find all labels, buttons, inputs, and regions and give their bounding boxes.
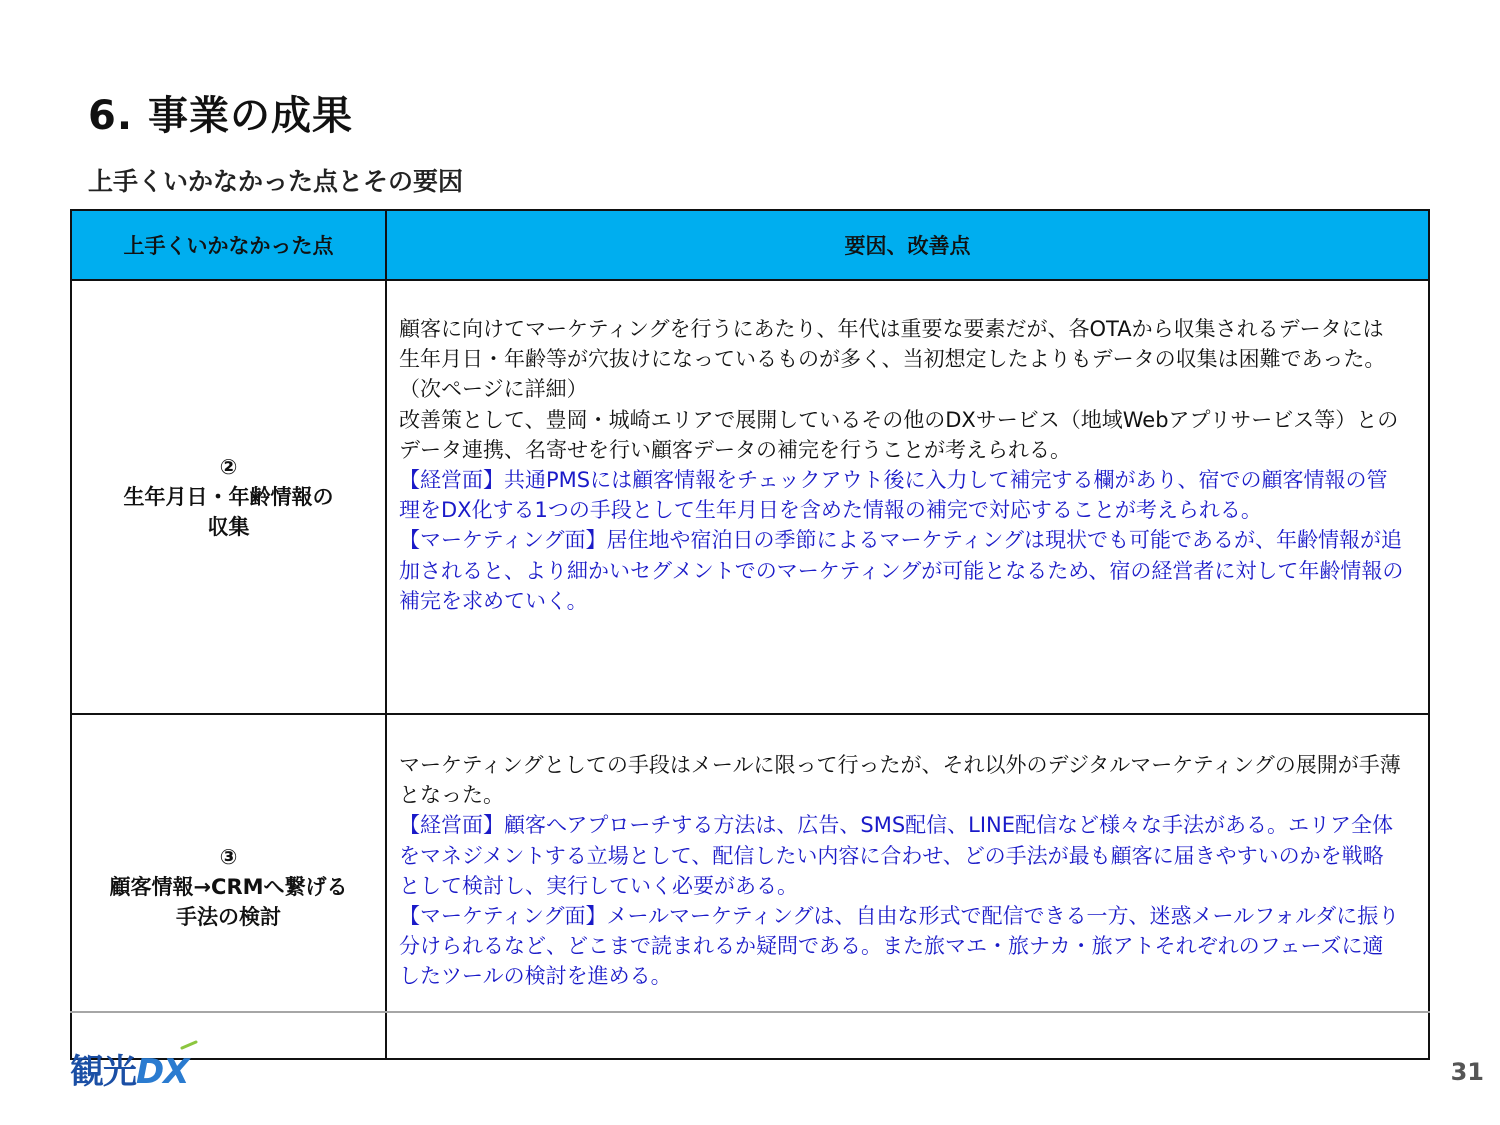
issue-number: ② [219, 455, 238, 479]
kanko-dx-logo [70, 1040, 200, 1092]
management-note: 【経営面】顧客へアプローチする方法は、広告、SMS配信、LINE配信など様々な手法がある。エリア全体をマネジメントする立場として、配信したい内容に合わせ、どの手法が最も顧客に届きやすいのかを戦略として検討し、実行していく必要がある。 [399, 813, 1394, 898]
column-header-issue: 上手くいかなかった点 [71, 210, 386, 280]
page-title: 6. 事業の成果 [88, 93, 353, 139]
issue-title-line2: 手法の検討 [176, 904, 281, 929]
table-header-row [71, 210, 1429, 280]
cause-paragraph: マーケティングとしての手段はメールに限って行ったが、それ以外のデジタルマーケティングの展開が手薄となった。 [399, 753, 1401, 808]
marketing-note: 【マーケティング面】居住地や宿泊日の季節によるマーケティングは現状でも可能であるが、年齢情報が追加されると、より細かいセグメントでのマーケティングが可能となるため、宿の経営者に対して年齢情報の補完を求めていく。 [399, 528, 1404, 613]
logo-kanji: 観光 [70, 1052, 136, 1092]
issue-title-line1: 生年月日・年齢情報の [123, 485, 334, 509]
improvement-paragraph: 改善策として、豊岡・城崎エリアで展開しているその他のDXサービス（地域Webアプリサービス等）とのデータ連携、名寄せを行い顧客データの補完を行うことが考えられる。 [399, 407, 1399, 462]
management-note: 【経営面】共通PMSには顧客情報をチェックアウト後に入力して補完する欄があり、宿での顧客情報の管理をDX化する1つの手段として生年月日を含めた情報の補完で対応することが考えられる。 [399, 468, 1388, 523]
cause-cell [386, 714, 1429, 1059]
issues-table [70, 209, 1430, 1060]
issue-title-line2: 収集 [207, 515, 250, 539]
page-number: 31 [1450, 1058, 1484, 1086]
issue-number: ③ [219, 844, 238, 869]
issue-cell [71, 714, 386, 1059]
marketing-note: 【マーケティング面】メールマーケティングは、自由な形式で配信できる一方、迷惑メールフォルダに振り分けられるなど、どこまで読まれるか疑問である。また旅マエ・旅ナカ・旅アトそれぞれのフェーズに適したツールの検討を進める。 [399, 904, 1400, 989]
cause-paragraph: 顧客に向けてマーケティングを行うにあたり、年代は重要な要素だが、各OTAから収集されるデータには生年月日・年齢等が穴抜けになっているものが多く、当初想定したよりもデータの収集は困難であった。（次ページに詳細） [399, 317, 1386, 402]
section-subtitle: 上手くいかなかった点とその要因 [88, 167, 464, 196]
issue-title-line1: 顧客情報→CRMへ繋げる [109, 874, 348, 899]
table-row [71, 714, 1429, 1059]
issue-cell [71, 280, 386, 714]
footer-divider [70, 1011, 1430, 1013]
table-row [71, 280, 1429, 714]
column-header-cause: 要因、改善点 [386, 210, 1429, 280]
cause-cell [386, 280, 1429, 714]
logo-dx: DX [136, 1052, 189, 1092]
